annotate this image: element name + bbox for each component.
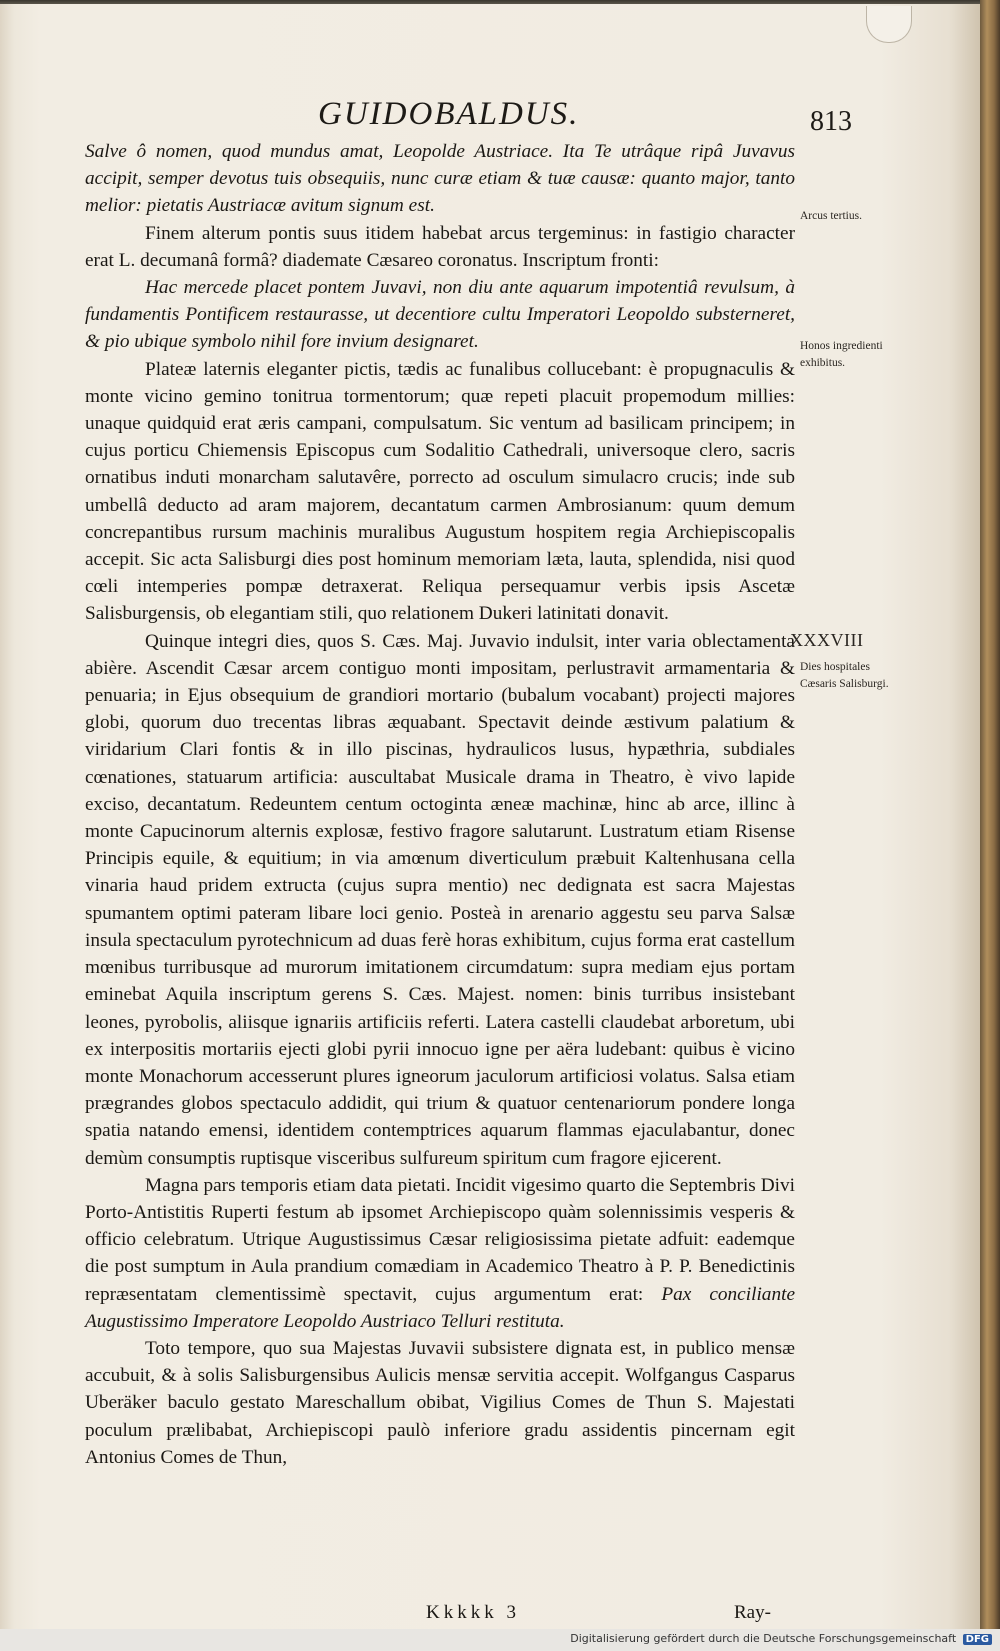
footer-credit-text: Digitalisierung gefördert durch die Deutsche Forschungsgemeinschaft xyxy=(570,1632,957,1645)
page-notch xyxy=(866,6,912,43)
paragraph-bridge-inscription: Hac mercede placet pontem Juvavi, non diu ante aquarum impotentiâ revulsum, à fundamentis Pontificem restaurasse, ut decentiore cultu Imperatori Leopoldo substerneret, & pio ubique symbolo nihil fore invium designaret. xyxy=(85,277,795,353)
page-number: 813 xyxy=(810,106,852,137)
body-text xyxy=(85,138,795,1471)
running-title: GUIDOBALDUS. xyxy=(318,96,580,132)
paragraph-acclamation: Salve ô nomen, quod mundus amat, Leopolde Austriace. Ita Te utrâque ripâ Juvavus accipit, semper devotus tuis obsequiis, nunc curæ etiam & tuæ causæ: quanto major, tanto melior: pietatis Austriacæ avitum signum est. xyxy=(85,141,795,217)
margin-note-honos: Honos ingredienti exhibitus. xyxy=(800,340,883,369)
signature-mark: Kkkkk 3 xyxy=(426,1602,520,1623)
footer-bar xyxy=(0,1629,1000,1651)
footer-credit xyxy=(570,1632,992,1645)
book-page xyxy=(0,4,980,1629)
paragraph-five-days: Quinque integri dies, quos S. Cæs. Maj. Juvavio indulsit, inter varia oblectamenta abière. Ascendit Cæsar arcem contiguo monti impositam, perlustravit armamentaria & penuaria; in Ejus obsequium de grandiori mortario (bubalum vocabant) projecti majores globi, quorum duo trecentas libras æquabant. Spectavit deinde æstivum palatium & viridarium Clari fontis & in illo piscinas, hydraulicos lusus, hypæthria, subdiales cœnationes, statuarum artificia: auscultabat Musicale drama in Theatro, è vivo lapide exciso, decantatum. Redeuntem centum octoginta æneæ machinæ, hinc ab arce, illinc à monte Capucinorum alternis explosæ, festivo fragore salutarunt. Lustratum etiam Risense Principis equile, & equitium; in via amœnum diverticulum præbuit Kaltenhusana cella vinaria haud pridem extructa (cujus supra mentio) nec dedignata est sacra Majestas spumantem optimi pateram libare loci genio. Posteà in arenario aggestu seu parva Salsæ insula spectaculum pyrotechnicum ad duas ferè horas exhibitum, cujus forma erat castellum mœnibus turribusque ad murorum imitationem circumdatum: supra mediam ejus portam eminebat Aquila inscriptum gerens S. Cæs. Majest. nomen: binis turribus insistebant leones, pyrobolis, aliisque ignariis artificiis referti. Latera castelli claudebat arboretum, ubi ex interpositis mortariis ejecti globi pyrii innocuo igne per aëra ludebant: quibus è vicino monte Monachorum accesserunt plures igneorum jaculorum artificiosi volatus. Salsa etiam prægrandes globos spectaculo addidit, qui trium & quatuor centenariorum pondere longa spatia natando emensi, identidem contemptrices aquarum flammas ejaculabantur, donec demùm consumptis ruptisque visceribus sulfureum spiritum cum fragore ejicerent. xyxy=(85,630,795,1169)
paragraph-illumination: Plateæ laternis eleganter pictis, tædis ac funalibus collucebant: è propugnaculis & monte vicino gemino tonitrua tormentorum; quæ repeti placuit propemodum millies: unaque quidquid erat æris campani, compulsatum. Sic ventum ad basilicam principem; in cujus porticu Chiemensis Episcopus cum Sodalitio Cathedrali, universoque clero, sacris ornatibus induti monarcham salutavêre, porrecto ad osculum simulacro crucis; inde sub umbellâ deducto ad aram majorem, decantatum carmen Ambrosianum: quum demum concrepantibus rursum machinis muralibus Augustum hospitem regia Archiepiscopalis accepit. Sic acta Salisburgi dies post hominum memoriam læta, lauta, splendida, nisi quod cœli intemperies pompæ detraxerat. Reliqua persequamur verbis ipsis Ascetæ Salisburgensis, ob elegantiam stili, quo relationem Dukeri latinitati donavit. xyxy=(85,358,795,625)
paragraph-table-service: Toto tempore, quo sua Majestas Juvavii subsistere dignata est, in publico mensæ accubuit, & à solis Salisburgensibus Aulicis mensæ servitia accepit. Wolfgangus Casparus Uberäker baculo gestato Mareschallum obibat, Vigilius Comes de Thun S. Majestati poculum prælibabat, Archiepiscopi paulò inferiore gradu assidentis pincernam egit Antonius Comes de Thun, xyxy=(85,1337,795,1468)
paragraph-arch-description: Finem alterum pontis suus itidem habebat arcus tergeminus: in fastigio character erat L. decumanâ formâ? diademate Cæsareo coronatus. Inscriptum fronti: xyxy=(85,222,795,271)
margin-note-arcus: Arcus tertius. xyxy=(800,210,862,222)
book-binding xyxy=(980,0,1000,1651)
play-title: Pax conciliante Augustissimo Imperatore Leopoldo Austriaco Telluri restituta. xyxy=(85,1283,795,1332)
dfg-logo: DFG xyxy=(963,1634,992,1645)
piety-text: Magna pars temporis etiam data pietati. Incidit vigesimo quarto die Septembris Divi Porto-Antistitis Ruperti festum ab ipsomet Archiepiscopo quàm solennissimis vesperis & officio celebratum. Utrique Augustissimus Cæsar religiosissima pietate adfuit: eademque die post sumptum in Aula prandium comædiam in Academico Theatro à P. P. Benedictinis repræsentatam clementissimè spectavit, cujus argumentum erat: xyxy=(85,1174,795,1305)
paragraph-piety xyxy=(85,1172,795,1335)
section-number: XXXVIII xyxy=(790,630,864,650)
catchword: Ray- xyxy=(734,1602,771,1623)
margin-note-dies: Dies hospitales Cæsaris Salisburgi. xyxy=(800,661,889,690)
